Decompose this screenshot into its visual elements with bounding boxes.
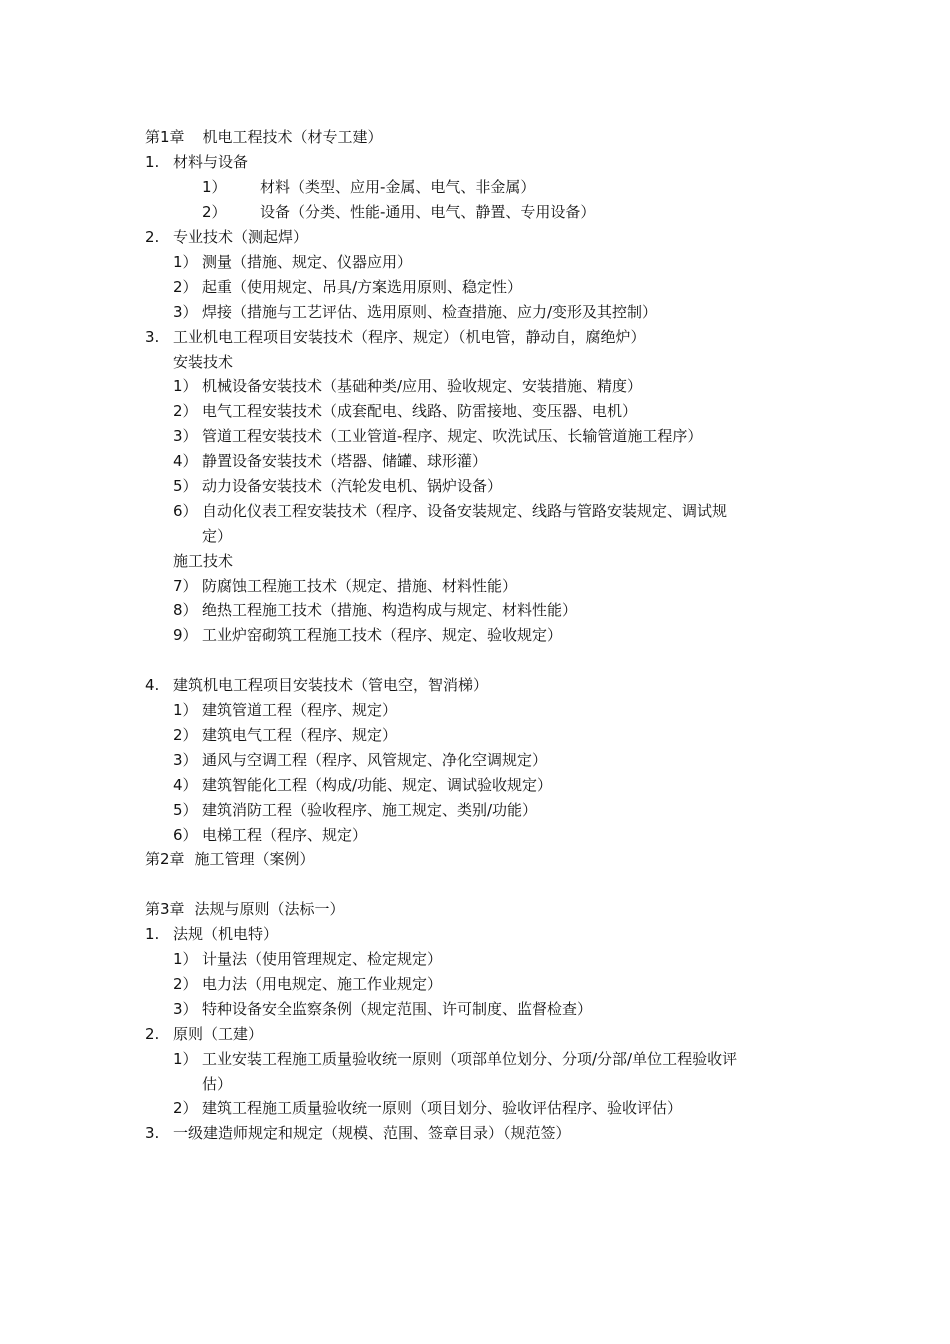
list-marker: 1）	[202, 178, 227, 196]
section-heading	[145, 327, 646, 347]
subheading	[173, 551, 233, 571]
section-title: 原则（工建）	[173, 1025, 264, 1043]
list-item	[173, 277, 522, 297]
list-marker: 3）	[173, 1000, 198, 1018]
list-marker: 2）	[173, 402, 198, 420]
list-text: 防腐蚀工程施工技术（规定、措施、材料性能）	[202, 577, 518, 595]
section-number: 3.	[145, 1124, 160, 1142]
list-item	[173, 376, 642, 396]
list-item	[173, 1098, 682, 1118]
chapter-number: 第3章	[145, 900, 185, 918]
list-item	[173, 775, 552, 795]
chapter-2-heading	[145, 849, 315, 869]
list-item	[173, 949, 442, 969]
list-text: 静置设备安装技术（塔器、储罐、球形灌）	[202, 452, 488, 470]
chapter-number: 第2章	[145, 850, 185, 868]
list-item	[173, 252, 412, 272]
list-marker: 1）	[173, 950, 198, 968]
list-text: 工业安装工程施工质量验收统一原则（项部单位划分、分项/分部/单位工程验收评	[202, 1050, 738, 1068]
list-text: 电气工程安装技术（成套配电、线路、防雷接地、变压器、电机）	[202, 402, 638, 420]
list-item	[173, 302, 657, 322]
chapter-title: 施工管理（案例）	[194, 850, 315, 868]
list-text: 起重（使用规定、吊具/方案选用原则、稳定性）	[202, 278, 523, 296]
list-marker: 3）	[173, 751, 198, 769]
list-marker: 2）	[173, 278, 198, 296]
list-text: 电力法（用电规定、施工作业规定）	[202, 975, 443, 993]
section-heading	[145, 1024, 263, 1044]
list-item	[173, 476, 502, 496]
section-number: 1.	[145, 153, 160, 171]
list-item	[202, 202, 595, 222]
list-text: 机械设备安装技术（基础种类/应用、验收规定、安装措施、精度）	[202, 377, 643, 395]
section-number: 1.	[145, 925, 160, 943]
section-number: 3.	[145, 328, 160, 346]
list-marker: 6）	[173, 826, 198, 844]
subheading-text: 施工技术	[173, 552, 234, 570]
list-text: 建筑管道工程（程序、规定）	[202, 701, 398, 719]
list-marker: 5）	[173, 477, 198, 495]
chapter-number: 第1章	[145, 128, 185, 146]
section-heading	[145, 1123, 571, 1143]
list-item	[173, 999, 592, 1019]
list-marker: 8）	[173, 601, 198, 619]
subheading	[173, 352, 233, 372]
list-text: 电梯工程（程序、规定）	[202, 826, 368, 844]
list-text: 建筑工程施工质量验收统一原则（项目划分、验收评估程序、验收评估）	[202, 1099, 683, 1117]
list-item	[173, 451, 487, 471]
list-text: 计量法（使用管理规定、检定规定）	[202, 950, 443, 968]
list-text: 材料（类型、应用-金属、电气、非金属）	[260, 178, 536, 196]
list-marker: 5）	[173, 801, 198, 819]
list-marker: 4）	[173, 776, 198, 794]
list-text: 工业炉窑砌筑工程施工技术（程序、规定、验收规定）	[202, 626, 563, 644]
list-item	[173, 576, 517, 596]
section-heading	[145, 675, 488, 695]
chapter-3-heading	[145, 899, 345, 919]
list-item	[173, 426, 702, 446]
section-number: 2.	[145, 228, 160, 246]
section-title: 法规（机电特）	[173, 925, 279, 943]
list-item	[173, 1049, 737, 1069]
list-marker: 2）	[173, 975, 198, 993]
section-title: 建筑机电工程项目安装技术（管电空，智消梯）	[173, 676, 489, 694]
chapter-title: 法规与原则（法标一）	[194, 900, 345, 918]
chapter-title: 机电工程技术（材专工建）	[202, 128, 383, 146]
list-item	[173, 600, 577, 620]
section-number: 2.	[145, 1025, 160, 1043]
list-item	[173, 401, 637, 421]
list-marker: 4）	[173, 452, 198, 470]
list-item	[173, 625, 562, 645]
subheading-text: 安装技术	[173, 353, 234, 371]
section-title: 一级建造师规定和规定（规模、范围、签章目录）（规范签）	[173, 1124, 571, 1142]
list-text: 估）	[202, 1075, 233, 1093]
list-text: 建筑电气工程（程序、规定）	[202, 726, 398, 744]
list-item	[173, 501, 727, 521]
list-marker: 2）	[173, 1099, 198, 1117]
list-marker: 1）	[173, 377, 198, 395]
section-title: 专业技术（测起焊）	[173, 228, 309, 246]
list-marker: 6）	[173, 502, 198, 520]
list-marker: 9）	[173, 626, 198, 644]
list-marker: 2）	[173, 726, 198, 744]
list-item-continuation	[202, 526, 232, 546]
list-marker: 1）	[173, 253, 198, 271]
section-title: 工业机电工程项目安装技术（程序、规定）（机电管，静动自，腐绝炉）	[173, 328, 646, 346]
section-heading	[145, 924, 278, 944]
list-text: 建筑智能化工程（构成/功能、规定、调试验收规定）	[202, 776, 553, 794]
list-marker: 3）	[173, 427, 198, 445]
list-item	[202, 177, 535, 197]
list-item-continuation	[202, 1074, 232, 1094]
list-marker: 1）	[173, 1050, 198, 1068]
list-text: 动力设备安装技术（汽轮发电机、锅炉设备）	[202, 477, 503, 495]
section-title: 材料与设备	[173, 153, 249, 171]
section-heading	[145, 152, 248, 172]
list-marker: 3）	[173, 303, 198, 321]
list-text: 测量（措施、规定、仪器应用）	[202, 253, 413, 271]
list-text: 通风与空调工程（程序、风管规定、净化空调规定）	[202, 751, 548, 769]
list-text: 定）	[202, 527, 233, 545]
list-item	[173, 825, 367, 845]
list-text: 自动化仪表工程安装技术（程序、设备安装规定、线路与管路安装规定、调试规	[202, 502, 728, 520]
list-item	[173, 800, 537, 820]
list-text: 设备（分类、性能-通用、电气、静置、专用设备）	[260, 203, 596, 221]
list-item	[173, 750, 547, 770]
list-item	[173, 974, 442, 994]
list-marker: 2）	[202, 203, 227, 221]
list-item	[173, 725, 397, 745]
list-text: 管道工程安装技术（工业管道-程序、规定、吹洗试压、长输管道施工程序）	[202, 427, 703, 445]
section-number: 4.	[145, 676, 160, 694]
list-marker: 7）	[173, 577, 198, 595]
list-text: 绝热工程施工技术（措施、构造构成与规定、材料性能）	[202, 601, 578, 619]
list-marker: 1）	[173, 701, 198, 719]
chapter-1-heading	[145, 127, 383, 147]
list-text: 焊接（措施与工艺评估、选用原则、检查措施、应力/变形及其控制）	[202, 303, 658, 321]
list-text: 特种设备安全监察条例（规定范围、许可制度、监督检查）	[202, 1000, 593, 1018]
section-heading	[145, 227, 308, 247]
list-item	[173, 700, 397, 720]
list-text: 建筑消防工程（验收程序、施工规定、类别/功能）	[202, 801, 538, 819]
